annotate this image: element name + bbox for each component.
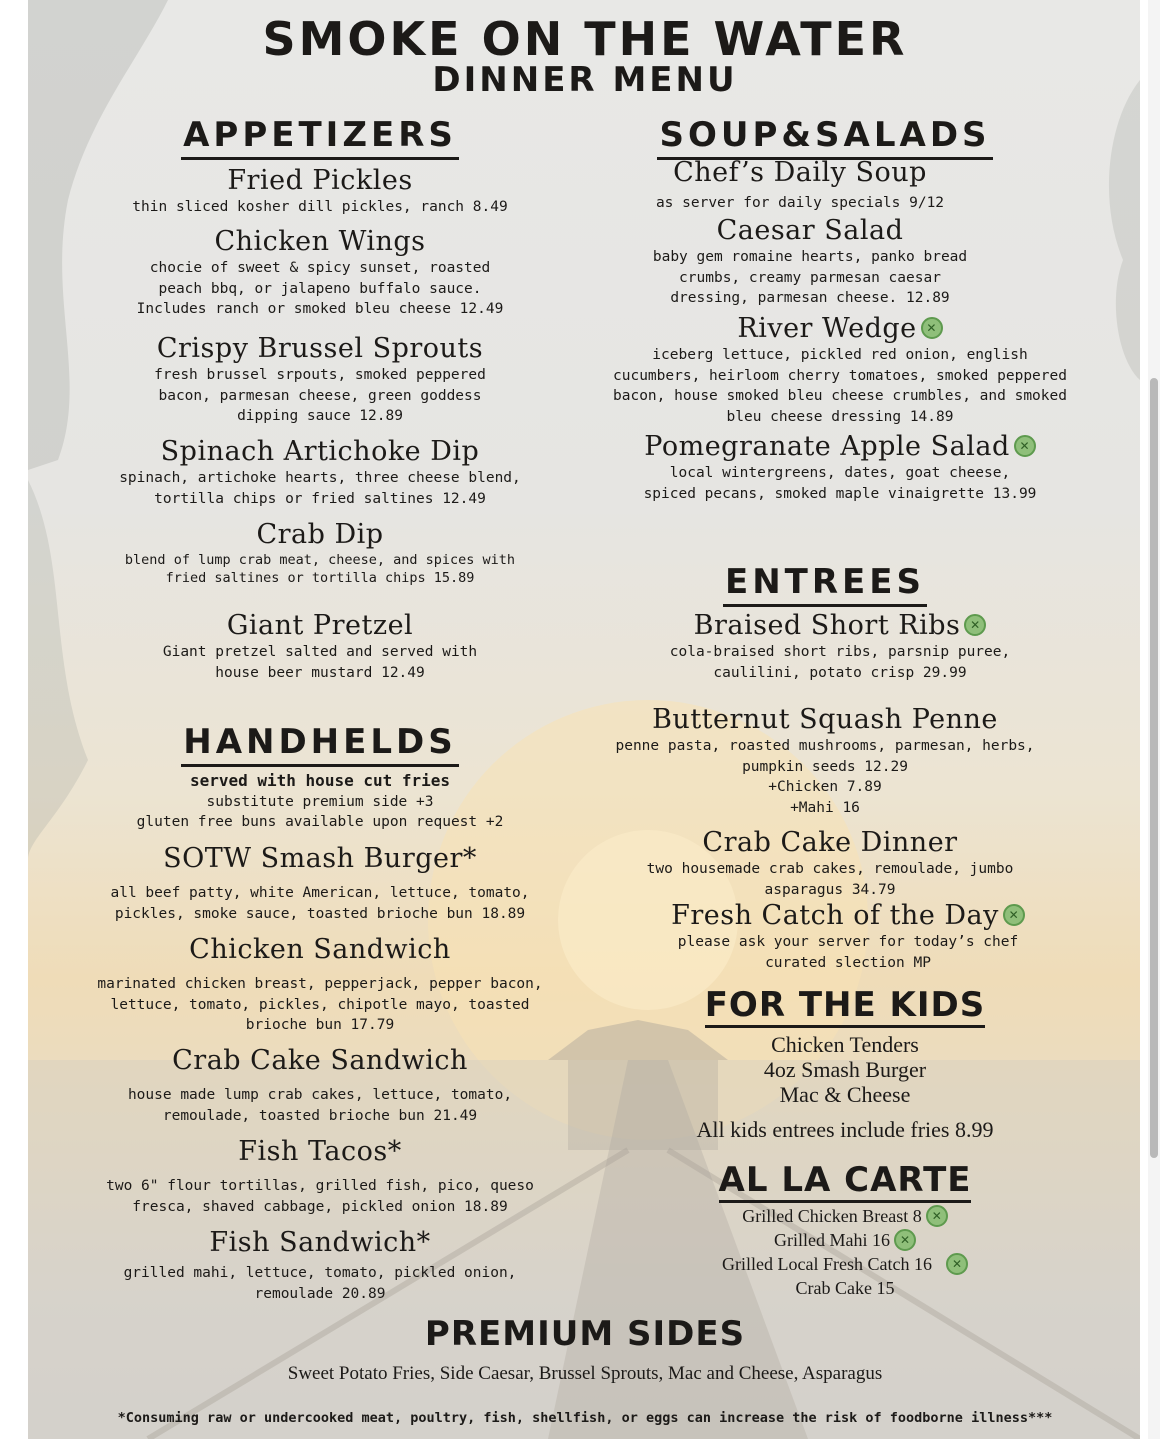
dish-name: Crab Dip [256,519,384,550]
dish-name: Braised Short Ribs [693,610,961,641]
dish-desc: penne pasta, roasted mushrooms, parmesan, herbs, pumpkin seeds 12.29 +Chicken 7.89 +Mahi 16 [615,738,1035,816]
dish-desc: grilled mahi, lettuce, tomato, pickled onion, remoulade 20.89 [123,1265,517,1302]
dish-name: Spinach Artichoke Dip [160,436,480,467]
entree-item [560,704,1090,818]
appetizer-item [70,333,570,427]
dish-name: Chef’s Daily Soup [673,157,927,188]
dish-desc: house made lump crab cakes, lettuce, tomato, remoulade, toasted brioche bun 21.49 [127,1087,513,1124]
gluten-free-icon [921,317,943,339]
appetizer-item [70,226,570,320]
dish-name: Chicken Sandwich [189,934,451,965]
dish-name: Crispy Brussel Sprouts [156,333,484,364]
dish-desc: iceberg lettuce, pickled red onion, english cucumbers, heirloom cherry tomatoes, smoked peppered bacon, house smoked bleu cheese crumbles, and smoked bleu cheese dressing 14.89 [613,347,1067,425]
handhelds-section [70,722,570,833]
scrollbar-thumb[interactable] [1150,378,1158,1158]
handheld-item [70,1136,570,1217]
entree-item [565,827,1095,900]
dish-name: Butternut Squash Penne [652,704,998,735]
dish-desc: Giant pretzel salted and served with house beer mustard 12.49 [162,644,478,681]
dish-desc: chocie of sweet & spicy sunset, roasted peach bbq, or jalapeno buffalo sauce. Includes ranch or smoked bleu cheese 12.49 [136,260,504,317]
alacarte-section [580,1160,1110,1300]
dish-name: Chicken Wings [214,226,426,257]
footer-disclaimer: *Consuming raw or undercooked meat, poultry, fish, shellfish, or eggs can increase the risk of foodborne illness*** [117,1410,1053,1426]
kids-item: Mac & Cheese [779,1082,911,1107]
soup-item [535,157,1065,214]
dish-name: River Wedge [737,313,917,344]
handheld-item [70,934,570,1036]
dish-name: Crab Cake Dinner [702,827,958,858]
dish-name: Giant Pretzel [226,610,414,641]
alacarte-item: Grilled Local Fresh Catch 16 [722,1253,932,1274]
alacarte-item: Grilled Mahi 16 [774,1229,890,1250]
entrees-heading: ENTREES [723,562,927,607]
dish-name: Fish Sandwich* [209,1227,431,1258]
dish-desc: marinated chicken breast, pepperjack, pepper bacon, lettuce, tomato, pickles, chipotle mayo, toasted brioche bun 17.79 [97,976,543,1033]
handhelds-notes: substitute premium side +3 gluten free buns available upon request +2 [136,793,504,830]
handhelds-served: served with house cut fries [189,771,451,790]
gluten-free-icon [964,614,986,636]
soups-heading: SOUP&SALADS [657,115,992,160]
soup-item [575,431,1105,504]
dish-desc: all beef patty, white American, lettuce, tomato, pickles, smoke sauce, toasted brioche bun 18.89 [110,885,530,922]
kids-heading: FOR THE KIDS [705,985,986,1028]
dish-name: Fish Tacos* [238,1136,402,1167]
entree-item [575,610,1105,683]
soups-section [560,115,1090,160]
dish-name: Fresh Catch of the Day [671,900,999,931]
dish-desc: as server for daily specials 9/12 [655,195,945,211]
dish-name: Caesar Salad [716,215,904,246]
dish-desc: please ask your server for today’s chef curated slection MP [677,934,1019,971]
gluten-free-icon [1003,904,1025,926]
dish-desc: local wintergreens, dates, goat cheese, spiced pecans, smoked maple vinaigrette 13.99 [643,465,1037,502]
appetizer-item [70,436,570,509]
gluten-free-icon [894,1229,916,1251]
gluten-free-icon [1014,435,1036,457]
sides-list: Sweet Potato Fries, Side Caesar, Brussel Sprouts, Mac and Cheese, Asparagus [287,1363,883,1384]
entree-item [583,900,1113,973]
handhelds-heading: HANDHELDS [181,722,459,767]
kids-section [580,985,1110,1142]
entrees-section [560,562,1090,607]
dish-name: Pomegranate Apple Salad [644,431,1010,462]
alacarte-heading: AL LA CARTE [719,1160,972,1203]
appetizer-item [70,519,570,587]
dish-desc: fresh brussel srpouts, smoked peppered bacon, parmesan cheese, green goddess dipping sauce 12.89 [154,367,486,424]
dish-name: Fried Pickles [227,165,413,196]
dish-desc: spinach, artichoke hearts, three cheese blend, tortilla chips or fried saltines 12.49 [119,470,521,507]
dish-desc: two 6" flour tortillas, grilled fish, pico, queso fresca, shaved cabbage, pickled onion 18.89 [106,1178,534,1215]
dish-name: Crab Cake Sandwich [172,1045,468,1076]
gluten-free-icon [946,1253,968,1275]
dish-desc: thin sliced kosher dill pickles, ranch 8.49 [132,199,508,215]
handheld-item [70,843,570,924]
kids-item: 4oz Smash Burger [763,1057,927,1082]
kids-item: Chicken Tenders [771,1032,919,1057]
appetizer-item [70,165,570,218]
soup-item [545,215,1075,309]
dish-desc: cola-braised short ribs, parsnip puree, caulilini, potato crisp 29.99 [669,644,1011,681]
appetizers-section [70,115,570,160]
menu-subtitle: DINNER MENU [432,60,738,100]
dish-desc: two housemade crab cakes, remoulade, jumbo asparagus 34.79 [646,861,1014,898]
kids-note: All kids entrees include fries 8.99 [696,1117,994,1142]
gluten-free-icon [926,1205,948,1227]
dish-desc: blend of lump crab meat, cheese, and spices with fried saltines or tortilla chips 15.89 [124,552,516,586]
dish-name: SOTW Smash Burger* [163,843,477,874]
sides-section [0,1313,1170,1386]
handheld-item [70,1045,570,1126]
appetizer-item [70,610,570,683]
sides-heading: PREMIUM SIDES [424,1314,746,1354]
dish-desc: baby gem romaine hearts, panko bread crumbs, creamy parmesan caesar dressing, parmesan cheese. 12.89 [652,249,968,306]
appetizers-heading: APPETIZERS [181,115,459,160]
soup-item [575,313,1105,427]
restaurant-title: SMOKE ON THE WATER [262,12,908,66]
handheld-item [70,1227,570,1304]
alacarte-item: Crab Cake 15 [795,1277,895,1298]
alacarte-item: Grilled Chicken Breast 8 [742,1206,922,1226]
